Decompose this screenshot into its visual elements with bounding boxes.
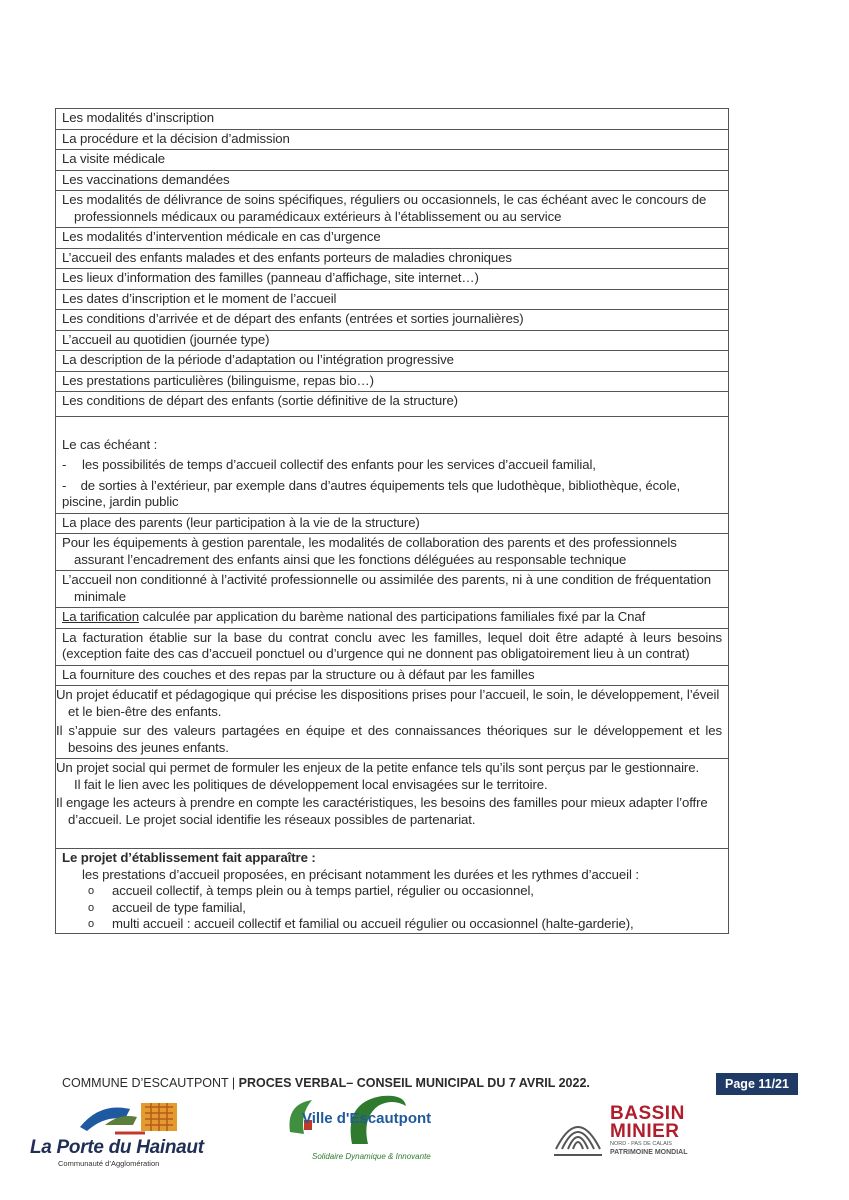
footer-commune: COMMUNE D’ESCAUTPONT <box>62 1076 229 1090</box>
table-row: Les prestations particulières (bilinguisme, repas bio…) <box>56 371 728 392</box>
table-row: Les modalités d’inscription <box>62 110 214 125</box>
la-porte-du-hainaut-logo <box>30 1097 205 1167</box>
table-row <box>56 391 728 416</box>
hainaut-name: La Porte du Hainaut <box>30 1137 204 1158</box>
row-text: Il fait le lien avec les politiques de développement local envisagées sur le territoire. <box>74 776 548 792</box>
cas-echeant-intro: Le cas échéant : <box>62 436 158 452</box>
list-item <box>62 457 722 474</box>
ville-wordmark: Ville d'Escautpont <box>302 1110 432 1127</box>
list-item <box>62 478 722 511</box>
table-row: La facturation établie sur la base du contrat conclu avec les familles, lequel doit être adapté à leurs besoins (exception faite des cas d’accueil ponctuel ou d’urgence qui ne donnent pas obligatoirement lieu à un contrat) <box>56 628 728 665</box>
table-row: L’accueil non conditionné à l’activité professionnelle ou assimilée des parents, ni à une condition de fréquentation minimale <box>56 570 728 607</box>
table-row: L’accueil au quotidien (journée type) <box>56 330 728 351</box>
bassin-text-4: PATRIMOINE MONDIAL <box>610 1149 688 1156</box>
row-text: Il engage les acteurs à prendre en compte les caractéristiques, les besoins des familles pour mieux adapter l’offre d’accueil. Le projet social identifie les réseaux possibles de partenariat. <box>56 795 708 827</box>
projet-heading: Le projet d’établissement fait apparaître : <box>62 850 316 865</box>
table-row: La fourniture des couches et des repas par la structure ou à défaut par les familles <box>56 665 728 686</box>
row-text: calculée par application du barème national des participations familiales fixé par la Cnaf <box>138 609 646 624</box>
list-item-text: de sorties à l’extérieur, par exemple dans d’autres équipements tels que ludothèque, bibliothèque, école, piscine, jardin public <box>62 477 681 509</box>
table-row <box>56 758 728 848</box>
row-text: Un projet social qui permet de formuler les enjeux de la petite enfance tels qu’ils sont perçus par le gestionnaire. <box>56 760 700 775</box>
content-table <box>55 108 729 934</box>
row-text: Les conditions de départ des enfants (sortie définitive de la structure) <box>62 393 458 408</box>
table-row: La visite médicale <box>56 149 728 170</box>
footer-separator: | <box>228 1076 239 1090</box>
row-text: Il s’appuie sur des valeurs partagées en équipe et des connaissances théoriques sur le développement et les besoins des jeunes enfants. <box>56 723 722 755</box>
projet-list <box>62 883 722 933</box>
dash-bullet: - <box>62 477 67 493</box>
list-item: o accueil collectif, à temps plein ou à temps partiel, régulier ou occasionnel, <box>84 883 722 900</box>
table-row <box>56 607 728 628</box>
hainaut-mark-icon <box>75 1097 185 1137</box>
projet-row <box>56 848 728 933</box>
table-row: Les conditions d’arrivée et de départ des enfants (entrées et sorties journalières) <box>56 309 728 330</box>
bassin-text-1: BASSIN <box>610 1103 685 1124</box>
table-row: L’accueil des enfants malades et des enfants porteurs de maladies chroniques <box>56 248 728 269</box>
table-row: Pour les équipements à gestion parentale, les modalités de collaboration des parents et des professionnels assurant l’encadrement des enfants ainsi que les fonctions déléguées au responsable technique <box>56 533 728 570</box>
bassin-text-3: NORD - PAS DE CALAIS <box>610 1141 672 1147</box>
projet-intro: les prestations d’accueil proposées, en précisant notamment les durées et les rythmes d’accueil : <box>82 866 639 882</box>
ville-escautpont-logo <box>282 1092 432 1174</box>
bassin-text-2: MINIER <box>610 1121 680 1142</box>
table-row: Les vaccinations demandées <box>56 170 728 191</box>
table-row: La place des parents (leur participation à la vie de la structure) <box>56 513 728 534</box>
spacer <box>62 828 722 846</box>
row-text: Un projet éducatif et pédagogique qui précise les dispositions prises pour l’accueil, le soin, le développement, l’éveil et le bien-être des enfants. <box>56 687 720 719</box>
dash-bullet: - <box>62 457 67 472</box>
table-row <box>56 685 728 758</box>
footer-pv: PROCES VERBAL– CONSEIL MUNICIPAL DU 7 AVRIL 2022. <box>238 1076 590 1090</box>
table-row: La procédure et la décision d’admission <box>56 129 728 150</box>
table-row: Les dates d’inscription et le moment de l’accueil <box>56 289 728 310</box>
bassin-minier-logo <box>550 1105 700 1165</box>
footer-title <box>62 1076 722 1090</box>
page-number-badge: Page 11/21 <box>716 1073 798 1095</box>
list-item-text: les possibilités de temps d’accueil collectif des enfants pour les services d’accueil familial, <box>82 457 596 472</box>
table-row: Les modalités de délivrance de soins spécifiques, réguliers ou occasionnels, le cas échéant avec le concours de professionnels médicaux ou paramédicaux extérieurs à l’établissement ou au service <box>56 190 728 227</box>
tarification-link: La tarification <box>62 609 139 624</box>
hainaut-sub: Communauté d’Agglomération <box>58 1159 160 1168</box>
table-row: Les modalités d’intervention médicale en cas d’urgence <box>56 227 728 248</box>
bassin-fingerprint-icon <box>550 1105 606 1161</box>
list-item: o accueil de type familial, <box>84 900 722 917</box>
table-row: La description de la période d’adaptation ou l’intégration progressive <box>56 350 728 371</box>
cas-echeant-row <box>56 416 728 513</box>
list-item: o multi accueil : accueil collectif et familial ou accueil régulier ou occasionnel (halte-garderie), <box>84 916 722 933</box>
table-row: Les lieux d’information des familles (panneau d’affichage, site internet…) <box>56 268 728 289</box>
ville-slogan: Solidaire Dynamique & Innovante <box>312 1152 431 1161</box>
